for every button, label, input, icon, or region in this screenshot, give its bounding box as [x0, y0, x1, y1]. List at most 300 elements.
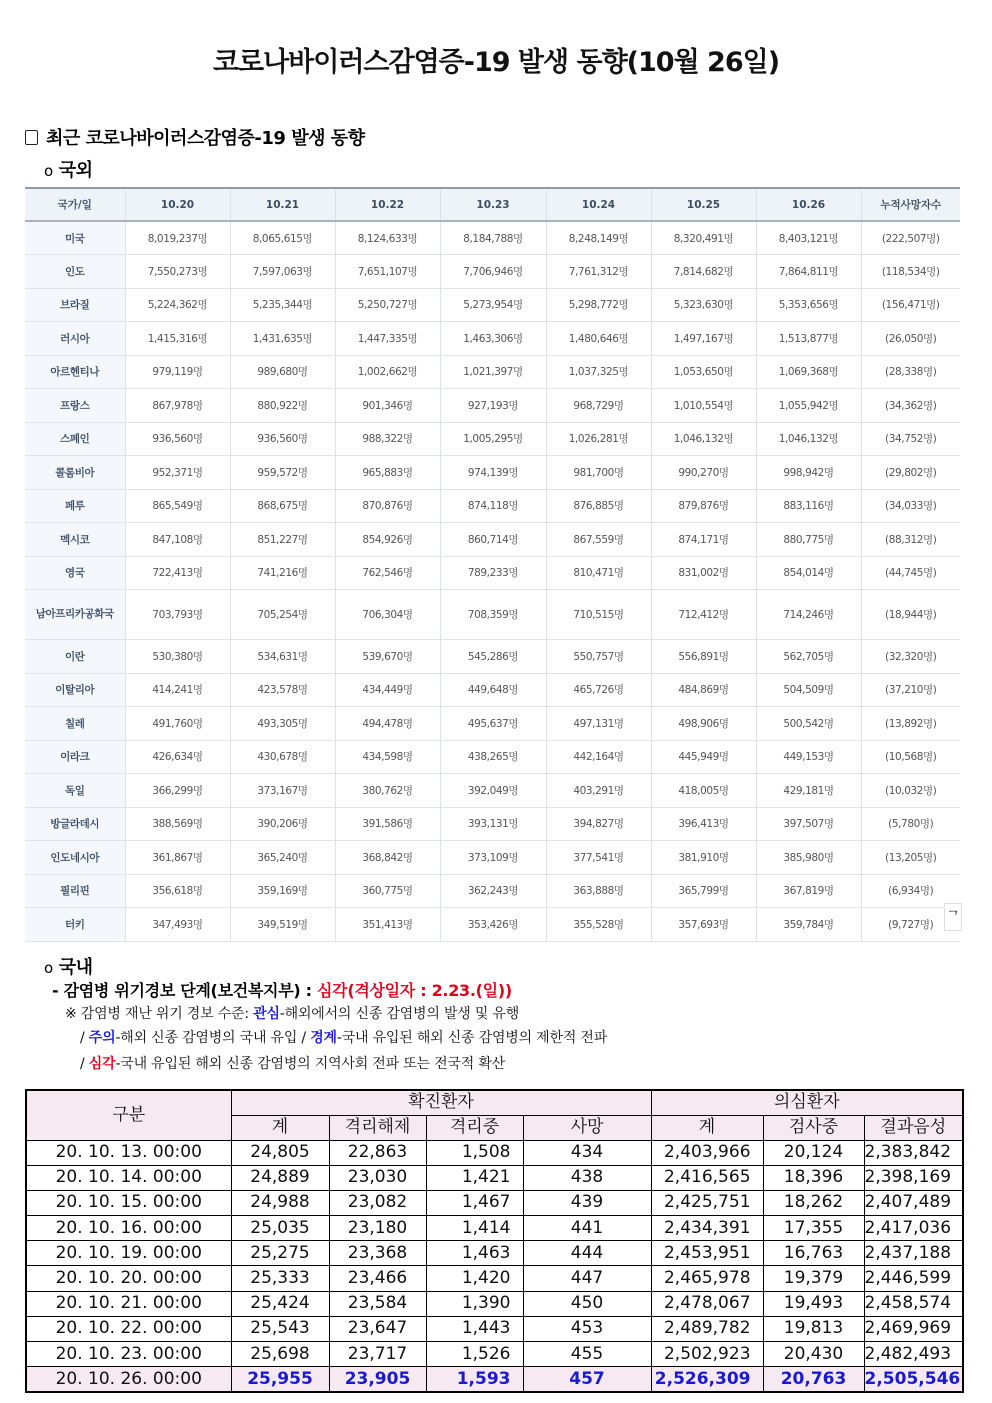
cumulative-deaths-cell: (5,780명) [861, 807, 960, 841]
table-row [25, 288, 960, 322]
stat-cell: 455 [523, 1342, 651, 1367]
case-count-cell: 534,631명 [230, 640, 335, 674]
table-row [26, 1367, 963, 1392]
case-count-cell: 8,248,149명 [546, 221, 651, 255]
case-count-cell: 359,169명 [230, 874, 335, 908]
table-row [25, 707, 960, 741]
level-interest-desc: -해외에서의 신종 감염병의 발생 및 유행 [279, 1006, 520, 1022]
table-row [26, 1165, 963, 1190]
case-count-cell: 8,320,491명 [651, 221, 756, 255]
stat-cell: 16,763 [763, 1241, 864, 1266]
stat-cell: 1,593 [426, 1367, 523, 1392]
cumulative-deaths-cell: (26,050명) [861, 322, 960, 356]
table-row [26, 1140, 963, 1165]
section-heading [25, 124, 365, 150]
case-count-cell: 712,412명 [651, 590, 756, 640]
stat-cell: 2,383,842 [864, 1140, 963, 1165]
stat-cell: 2,407,489 [864, 1190, 963, 1215]
case-count-cell: 706,304명 [335, 590, 440, 640]
case-count-cell: 367,819명 [756, 874, 861, 908]
case-count-cell: 491,760명 [125, 707, 230, 741]
cumulative-deaths-cell: (32,320명) [861, 640, 960, 674]
case-count-cell: 359,784명 [756, 908, 861, 942]
case-count-cell: 705,254명 [230, 590, 335, 640]
header-date: 10.24 [546, 188, 651, 221]
case-count-cell: 8,065,615명 [230, 221, 335, 255]
case-count-cell: 351,413명 [335, 908, 440, 942]
case-count-cell: 708,359명 [440, 590, 546, 640]
date-cell: 20. 10. 22. 00:00 [26, 1316, 231, 1341]
stat-cell: 1,526 [426, 1342, 523, 1367]
case-count-cell: 762,546명 [335, 556, 440, 590]
table-row [25, 221, 960, 255]
date-cell: 20. 10. 20. 00:00 [26, 1266, 231, 1291]
case-count-cell: 498,906명 [651, 707, 756, 741]
case-count-cell: 504,509명 [756, 673, 861, 707]
cumulative-deaths-cell: (13,892명) [861, 707, 960, 741]
case-count-cell: 550,757명 [546, 640, 651, 674]
stat-cell: 20,763 [763, 1367, 864, 1392]
case-count-cell: 1,021,397명 [440, 355, 546, 389]
stat-cell: 2,469,969 [864, 1316, 963, 1341]
case-count-cell: 7,706,946명 [440, 255, 546, 289]
case-count-cell: 493,305명 [230, 707, 335, 741]
case-count-cell: 1,069,368명 [756, 355, 861, 389]
stat-cell: 2,403,966 [651, 1140, 763, 1165]
country-name: 이라크 [25, 740, 125, 774]
header-testing: 검사중 [763, 1115, 864, 1140]
case-count-cell: 860,714명 [440, 523, 546, 557]
stat-cell: 438 [523, 1165, 651, 1190]
country-name: 이탈리아 [25, 673, 125, 707]
stat-cell: 25,698 [231, 1342, 329, 1367]
date-cell: 20. 10. 13. 00:00 [26, 1140, 231, 1165]
stat-cell: 441 [523, 1216, 651, 1241]
alert-note-line-1 [65, 1003, 519, 1023]
date-cell: 20. 10. 16. 00:00 [26, 1216, 231, 1241]
case-count-cell: 880,775명 [756, 523, 861, 557]
header-date: 10.26 [756, 188, 861, 221]
case-count-cell: 8,184,788명 [440, 221, 546, 255]
case-count-cell: 373,109명 [440, 841, 546, 875]
date-cell: 20. 10. 14. 00:00 [26, 1165, 231, 1190]
country-name: 필리핀 [25, 874, 125, 908]
case-count-cell: 5,250,727명 [335, 288, 440, 322]
case-count-cell: 484,869명 [651, 673, 756, 707]
bullet-icon: o [44, 959, 53, 977]
case-count-cell: 936,560명 [230, 422, 335, 456]
header-country-date: 국가/일 [25, 188, 125, 221]
cumulative-deaths-cell: (13,205명) [861, 841, 960, 875]
country-name: 인도네시아 [25, 841, 125, 875]
case-count-cell: 7,651,107명 [335, 255, 440, 289]
stat-cell: 2,489,782 [651, 1316, 763, 1341]
case-count-cell: 365,799명 [651, 874, 756, 908]
section-title: 최근 코로나바이러스감염증-19 발생 동향 [46, 128, 365, 149]
stat-cell: 24,889 [231, 1165, 329, 1190]
date-cell: 20. 10. 15. 00:00 [26, 1190, 231, 1215]
table-row [25, 523, 960, 557]
cumulative-deaths-cell: (222,507명) [861, 221, 960, 255]
stat-cell: 2,478,067 [651, 1291, 763, 1316]
stat-cell: 1,420 [426, 1266, 523, 1291]
header-date: 10.25 [651, 188, 756, 221]
cumulative-deaths-cell: (28,338명) [861, 355, 960, 389]
case-count-cell: 497,131명 [546, 707, 651, 741]
cumulative-deaths-cell: (88,312명) [861, 523, 960, 557]
country-name: 이란 [25, 640, 125, 674]
alert-note-line-3 [80, 1053, 505, 1073]
case-count-cell: 545,286명 [440, 640, 546, 674]
stat-cell: 17,355 [763, 1216, 864, 1241]
case-count-cell: 868,675명 [230, 489, 335, 523]
case-count-cell: 360,775명 [335, 874, 440, 908]
stat-cell: 439 [523, 1190, 651, 1215]
scroll-top-button[interactable]: ᄀ [944, 903, 962, 931]
case-count-cell: 870,876명 [335, 489, 440, 523]
header-suspected-total: 계 [651, 1115, 763, 1140]
case-count-cell: 5,298,772명 [546, 288, 651, 322]
case-count-cell: 1,046,132명 [756, 422, 861, 456]
level-alert-desc: -국내 유입된 해외 신종 감염병의 제한적 전파 [336, 1030, 608, 1046]
case-count-cell: 556,891명 [651, 640, 756, 674]
case-count-cell: 396,413명 [651, 807, 756, 841]
stat-cell: 25,955 [231, 1367, 329, 1392]
case-count-cell: 562,705명 [756, 640, 861, 674]
domestic-heading [44, 953, 92, 979]
stat-cell: 2,416,565 [651, 1165, 763, 1190]
stat-cell: 1,421 [426, 1165, 523, 1190]
case-count-cell: 368,842명 [335, 841, 440, 875]
header-isolated: 격리중 [426, 1115, 523, 1140]
case-count-cell: 361,867명 [125, 841, 230, 875]
table-row [25, 807, 960, 841]
case-count-cell: 1,480,646명 [546, 322, 651, 356]
stat-cell: 450 [523, 1291, 651, 1316]
case-count-cell: 988,322명 [335, 422, 440, 456]
case-count-cell: 418,005명 [651, 774, 756, 808]
case-count-cell: 8,403,121명 [756, 221, 861, 255]
table-row [25, 355, 960, 389]
case-count-cell: 722,413명 [125, 556, 230, 590]
header-confirmed-group: 확진환자 [231, 1090, 651, 1115]
country-name: 독일 [25, 774, 125, 808]
stat-cell: 447 [523, 1266, 651, 1291]
stat-cell: 19,493 [763, 1291, 864, 1316]
table-row [25, 322, 960, 356]
table-row [25, 874, 960, 908]
case-count-cell: 979,119명 [125, 355, 230, 389]
cumulative-deaths-cell: (34,362명) [861, 389, 960, 423]
stat-cell: 18,396 [763, 1165, 864, 1190]
case-count-cell: 347,493명 [125, 908, 230, 942]
country-name: 콜롬비아 [25, 456, 125, 490]
stat-cell: 23,466 [329, 1266, 426, 1291]
case-count-cell: 8,019,237명 [125, 221, 230, 255]
case-count-cell: 438,265명 [440, 740, 546, 774]
table-row [25, 556, 960, 590]
stat-cell: 19,379 [763, 1266, 864, 1291]
country-name: 영국 [25, 556, 125, 590]
country-name: 프랑스 [25, 389, 125, 423]
stat-cell: 23,030 [329, 1165, 426, 1190]
stat-cell: 444 [523, 1241, 651, 1266]
date-cell: 20. 10. 26. 00:00 [26, 1367, 231, 1392]
case-count-cell: 1,431,635명 [230, 322, 335, 356]
stat-cell: 2,505,546 [864, 1367, 963, 1392]
intl-header-row [25, 188, 960, 221]
domestic-cases-table [25, 1089, 964, 1393]
case-count-cell: 854,926명 [335, 523, 440, 557]
case-count-cell: 355,528명 [546, 908, 651, 942]
table-row [25, 255, 960, 289]
country-name: 미국 [25, 221, 125, 255]
case-count-cell: 392,049명 [440, 774, 546, 808]
header-date: 10.23 [440, 188, 546, 221]
alert-prefix: - 감염병 위기경보 단계(보건복지부) : [52, 981, 318, 1000]
header-cumulative-deaths: 누적사망자수 [861, 188, 960, 221]
domestic-label: 국내 [58, 957, 93, 978]
case-count-cell: 867,559명 [546, 523, 651, 557]
cumulative-deaths-cell: (44,745명) [861, 556, 960, 590]
case-count-cell: 377,541명 [546, 841, 651, 875]
case-count-cell: 414,241명 [125, 673, 230, 707]
stat-cell: 2,437,188 [864, 1241, 963, 1266]
case-count-cell: 974,139명 [440, 456, 546, 490]
table-row [25, 590, 960, 640]
date-cell: 20. 10. 21. 00:00 [26, 1291, 231, 1316]
cumulative-deaths-cell: (10,032명) [861, 774, 960, 808]
case-count-cell: 1,005,295명 [440, 422, 546, 456]
stat-cell: 22,863 [329, 1140, 426, 1165]
level-caution-desc: -해외 신종 감염병의 국내 유입 / [115, 1030, 311, 1046]
international-cases-table [25, 187, 960, 942]
stat-cell: 1,467 [426, 1190, 523, 1215]
table-row [26, 1342, 963, 1367]
case-count-cell: 449,648명 [440, 673, 546, 707]
case-count-cell: 356,618명 [125, 874, 230, 908]
stat-cell: 19,813 [763, 1316, 864, 1341]
country-name: 터키 [25, 908, 125, 942]
stat-cell: 24,988 [231, 1190, 329, 1215]
case-count-cell: 365,240명 [230, 841, 335, 875]
case-count-cell: 1,447,335명 [335, 322, 440, 356]
level-severe: 심각 [88, 1056, 116, 1072]
case-count-cell: 851,227명 [230, 523, 335, 557]
cumulative-deaths-cell: (18,944명) [861, 590, 960, 640]
cumulative-deaths-cell: (29,802명) [861, 456, 960, 490]
case-count-cell: 741,216명 [230, 556, 335, 590]
case-count-cell: 1,463,306명 [440, 322, 546, 356]
cumulative-deaths-cell: (37,210명) [861, 673, 960, 707]
stat-cell: 2,526,309 [651, 1367, 763, 1392]
stat-cell: 2,398,169 [864, 1165, 963, 1190]
case-count-cell: 5,273,954명 [440, 288, 546, 322]
table-row [25, 740, 960, 774]
country-name: 페루 [25, 489, 125, 523]
case-count-cell: 426,634명 [125, 740, 230, 774]
header-date: 10.21 [230, 188, 335, 221]
table-row [25, 389, 960, 423]
stat-cell: 1,390 [426, 1291, 523, 1316]
level-alert: 경계 [310, 1030, 337, 1046]
stat-cell: 2,458,574 [864, 1291, 963, 1316]
case-count-cell: 1,513,877명 [756, 322, 861, 356]
stat-cell: 23,368 [329, 1241, 426, 1266]
case-count-cell: 847,108명 [125, 523, 230, 557]
case-count-cell: 874,118명 [440, 489, 546, 523]
stat-cell: 453 [523, 1316, 651, 1341]
case-count-cell: 363,888명 [546, 874, 651, 908]
stat-cell: 25,333 [231, 1266, 329, 1291]
stat-cell: 2,482,493 [864, 1342, 963, 1367]
case-count-cell: 867,978명 [125, 389, 230, 423]
case-count-cell: 981,700명 [546, 456, 651, 490]
case-count-cell: 1,415,316명 [125, 322, 230, 356]
stat-cell: 25,424 [231, 1291, 329, 1316]
table-row [25, 841, 960, 875]
case-count-cell: 5,323,630명 [651, 288, 756, 322]
table-row [25, 908, 960, 942]
stat-cell: 25,543 [231, 1316, 329, 1341]
cumulative-deaths-cell: (10,568명) [861, 740, 960, 774]
case-count-cell: 1,497,167명 [651, 322, 756, 356]
header-date: 10.20 [125, 188, 230, 221]
stat-cell: 2,434,391 [651, 1216, 763, 1241]
stat-cell: 20,430 [763, 1342, 864, 1367]
overseas-heading [44, 156, 92, 182]
country-name: 아르헨티나 [25, 355, 125, 389]
case-count-cell: 7,597,063명 [230, 255, 335, 289]
case-count-cell: 423,578명 [230, 673, 335, 707]
cumulative-deaths-cell: (34,752명) [861, 422, 960, 456]
case-count-cell: 362,243명 [440, 874, 546, 908]
table-row [25, 640, 960, 674]
case-count-cell: 530,380명 [125, 640, 230, 674]
note-slash: / [80, 1030, 89, 1046]
case-count-cell: 831,002명 [651, 556, 756, 590]
header-confirmed-total: 계 [231, 1115, 329, 1140]
case-count-cell: 442,164명 [546, 740, 651, 774]
case-count-cell: 952,371명 [125, 456, 230, 490]
table-row [26, 1216, 963, 1241]
table-row [26, 1190, 963, 1215]
stat-cell: 23,180 [329, 1216, 426, 1241]
table-row [26, 1291, 963, 1316]
stat-cell: 2,453,951 [651, 1241, 763, 1266]
case-count-cell: 403,291명 [546, 774, 651, 808]
level-caution: 주의 [88, 1030, 116, 1046]
stat-cell: 2,417,036 [864, 1216, 963, 1241]
case-count-cell: 430,678명 [230, 740, 335, 774]
stat-cell: 457 [523, 1367, 651, 1392]
cumulative-deaths-cell: (34,033명) [861, 489, 960, 523]
case-count-cell: 1,053,650명 [651, 355, 756, 389]
case-count-cell: 1,037,325명 [546, 355, 651, 389]
country-name: 방글라데시 [25, 807, 125, 841]
case-count-cell: 1,026,281명 [546, 422, 651, 456]
country-name: 스페인 [25, 422, 125, 456]
case-count-cell: 7,550,273명 [125, 255, 230, 289]
case-count-cell: 968,729명 [546, 389, 651, 423]
stat-cell: 23,717 [329, 1342, 426, 1367]
case-count-cell: 989,680명 [230, 355, 335, 389]
stat-cell: 1,508 [426, 1140, 523, 1165]
case-count-cell: 936,560명 [125, 422, 230, 456]
header-negative: 결과음성 [864, 1115, 963, 1140]
cumulative-deaths-cell: (118,534명) [861, 255, 960, 289]
case-count-cell: 883,116명 [756, 489, 861, 523]
case-count-cell: 390,206명 [230, 807, 335, 841]
country-name: 남아프리카공화국 [25, 590, 125, 640]
case-count-cell: 5,353,656명 [756, 288, 861, 322]
case-count-cell: 394,827명 [546, 807, 651, 841]
case-count-cell: 990,270명 [651, 456, 756, 490]
date-cell: 20. 10. 23. 00:00 [26, 1342, 231, 1367]
cumulative-deaths-cell: (9,727명) [861, 908, 960, 942]
case-count-cell: 789,233명 [440, 556, 546, 590]
case-count-cell: 429,181명 [756, 774, 861, 808]
case-count-cell: 1,046,132명 [651, 422, 756, 456]
case-count-cell: 1,010,554명 [651, 389, 756, 423]
case-count-cell: 357,693명 [651, 908, 756, 942]
case-count-cell: 8,124,633명 [335, 221, 440, 255]
case-count-cell: 397,507명 [756, 807, 861, 841]
table-row [25, 673, 960, 707]
case-count-cell: 393,131명 [440, 807, 546, 841]
case-count-cell: 7,761,312명 [546, 255, 651, 289]
case-count-cell: 854,014명 [756, 556, 861, 590]
country-name: 멕시코 [25, 523, 125, 557]
case-count-cell: 880,922명 [230, 389, 335, 423]
case-count-cell: 465,726명 [546, 673, 651, 707]
bullet-icon: o [44, 162, 53, 180]
note-slash: / [80, 1056, 89, 1072]
case-count-cell: 539,670명 [335, 640, 440, 674]
level-severe-desc: -국내 유입된 해외 신종 감염병의 지역사회 전파 또는 전국적 확산 [115, 1056, 505, 1072]
stat-cell: 24,805 [231, 1140, 329, 1165]
case-count-cell: 445,949명 [651, 740, 756, 774]
case-count-cell: 703,793명 [125, 590, 230, 640]
table-row [25, 422, 960, 456]
stat-cell: 2,465,978 [651, 1266, 763, 1291]
stat-cell: 1,443 [426, 1316, 523, 1341]
case-count-cell: 373,167명 [230, 774, 335, 808]
alert-level-line [52, 978, 512, 1001]
header-released: 격리해제 [329, 1115, 426, 1140]
country-name: 러시아 [25, 322, 125, 356]
table-row [25, 774, 960, 808]
case-count-cell: 385,980명 [756, 841, 861, 875]
dom-header-row-1 [26, 1090, 963, 1115]
case-count-cell: 495,637명 [440, 707, 546, 741]
case-count-cell: 998,942명 [756, 456, 861, 490]
stat-cell: 2,446,599 [864, 1266, 963, 1291]
country-name: 칠레 [25, 707, 125, 741]
stat-cell: 2,425,751 [651, 1190, 763, 1215]
stat-cell: 25,035 [231, 1216, 329, 1241]
case-count-cell: 7,814,682명 [651, 255, 756, 289]
case-count-cell: 449,153명 [756, 740, 861, 774]
case-count-cell: 810,471명 [546, 556, 651, 590]
case-count-cell: 1,055,942명 [756, 389, 861, 423]
case-count-cell: 391,586명 [335, 807, 440, 841]
case-count-cell: 710,515명 [546, 590, 651, 640]
case-count-cell: 5,224,362명 [125, 288, 230, 322]
case-count-cell: 876,885명 [546, 489, 651, 523]
stat-cell: 2,502,923 [651, 1342, 763, 1367]
header-category: 구분 [26, 1090, 231, 1140]
